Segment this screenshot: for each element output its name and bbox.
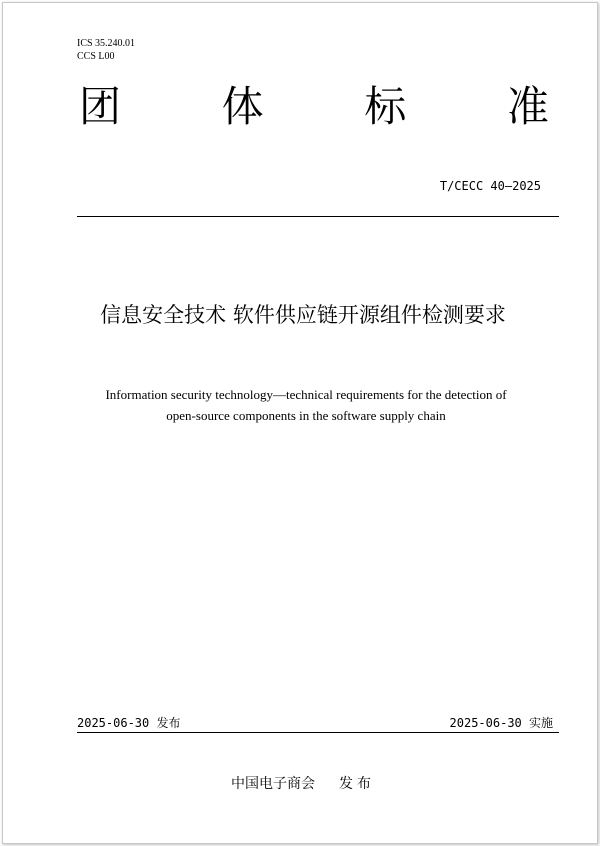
standard-type-title [79, 81, 549, 133]
implementation-date: 2025-06-30 实施 [449, 716, 553, 730]
chinese-title: 信息安全技术 软件供应链开源组件检测要求 [100, 303, 506, 327]
publisher-name: 中国电子商会 [231, 776, 315, 792]
classification-codes [77, 37, 135, 63]
bottom-divider [77, 732, 559, 733]
title-char-4: 准 [506, 82, 549, 131]
document-page [2, 2, 598, 844]
ccs-code: CCS L00 [77, 51, 115, 62]
english-title [73, 384, 539, 426]
issue-date: 2025-06-30 发布 [77, 716, 181, 730]
standard-number: T/CECC 40—2025 [439, 179, 541, 193]
english-title-line-2: open-source components in the software supply chain [166, 408, 446, 423]
ics-code: ICS 35.240.01 [77, 38, 136, 49]
title-char-2: 体 [221, 82, 264, 131]
top-divider [77, 216, 559, 217]
publisher-action: 发布 [339, 776, 375, 792]
english-title-line-1: Information security technology—technical requirements for the detection of [105, 387, 507, 402]
title-char-1: 团 [79, 82, 122, 131]
title-char-3: 标 [364, 82, 407, 131]
publisher-line [3, 773, 600, 793]
